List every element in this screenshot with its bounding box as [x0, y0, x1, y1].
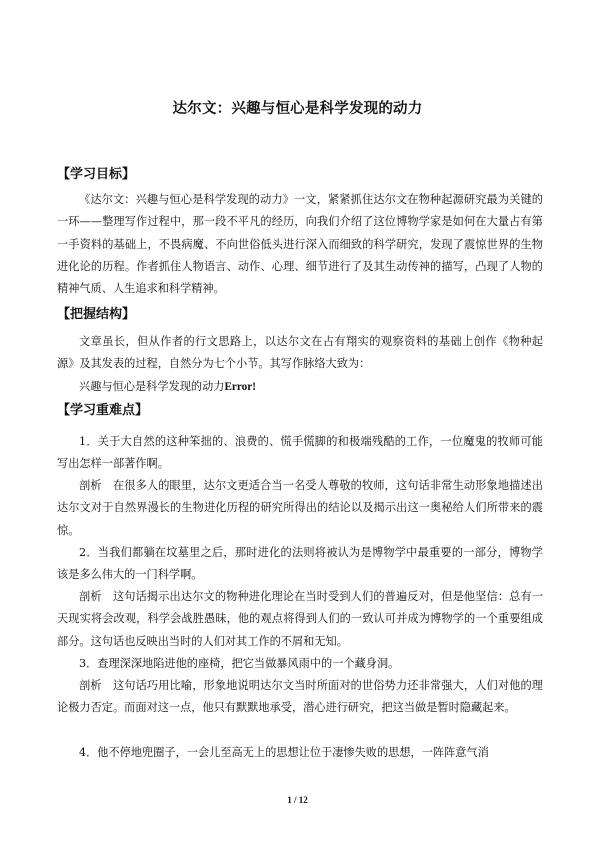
- key-point-quote-4: 4．他不停地兜圈子，一会儿至高无上的思想让位于凄惨失败的思想，一阵阵意气消: [79, 746, 489, 759]
- outline-text: 兴趣与恒心是科学发现的动力: [79, 380, 225, 393]
- goals-paragraph: 《达尔文：兴趣与恒心是科学发现的动力》一文，紧紧抓住达尔文在物种起源研究最为关键的一环——整理写作过程中，那一段不平凡的经历，向我们介绍了这位博物学家是如何在大量占有第一手资料的基础上，不畏病魔、不向世俗低头进行深入而细致的科学研究，发现了震惊世界的生物进化论的历程。作者抓住人物语言、动作、心理、细节进行了及其生动传神的描写，凸现了人物的精神气质、人生追求和科学精神。: [57, 193, 543, 296]
- key-point-analysis-1: 剖析 在很多人的眼里，达尔文更适合当一名受人尊敬的牧师，这句话非常生动形象地描述出达尔文对于自然界漫长的生物进化历程的研究所得出的结论以及揭示出这一奥秘给人们所带来的震惊。: [57, 479, 543, 537]
- section-heading-goals: 【学习目标】: [57, 167, 136, 182]
- structure-paragraph: 文章虽长，但从作者的行文思路上，以达尔文在占有翔实的观察资料的基础上创作《物种起源》及其发表的过程，自然分为七个小节。其写作脉络大致为：: [57, 335, 543, 371]
- key-point-analysis-2: 剖析 这句话揭示出达尔文的物种进化理论在当时受到人们的普遍反对，但是他坚信：总有一天现实将会改观，科学会战胜愚昧，他的观点将得到人们的一致认可并成为博物学的一个重要组成部分。这句话也反映出当时的人们对其工作的不屑和无知。: [57, 590, 543, 648]
- outline-error-field: Error!: [224, 381, 256, 393]
- page-number: 1 / 12: [287, 795, 308, 805]
- section-heading-key-points: 【学习重难点】: [57, 403, 149, 418]
- page-title: 达尔文：兴趣与恒心是科学发现的动力: [172, 101, 423, 117]
- key-point-quote-3: 3．查理深深地陷进他的座椅，把它当做暴风雨中的一个藏身洞。: [79, 657, 400, 670]
- key-point-quote-1: 1．关于大自然的这种笨拙的、浪费的、慌手慌脚的和极端残酷的工作，一位魔鬼的牧师可能写出怎样一部著作啊。: [57, 435, 543, 471]
- key-point-quote-2: 2．当我们都躺在坟墓里之后，那时进化的法则将被认为是博物学中最重要的一部分，博物学该是多么伟大的一门科学啊。: [57, 546, 543, 582]
- structure-outline-line: [57, 376, 543, 398]
- section-heading-structure: 【把握结构】: [57, 307, 136, 322]
- key-point-analysis-3: 剖析 这句话巧用比喻，形象地说明达尔文当时所面对的世俗势力还非常强大，人们对他的理论极力否定。而面对这一点，他只有默默地承受，潜心进行研究，把这当做是暂时隐藏起来。: [57, 679, 543, 715]
